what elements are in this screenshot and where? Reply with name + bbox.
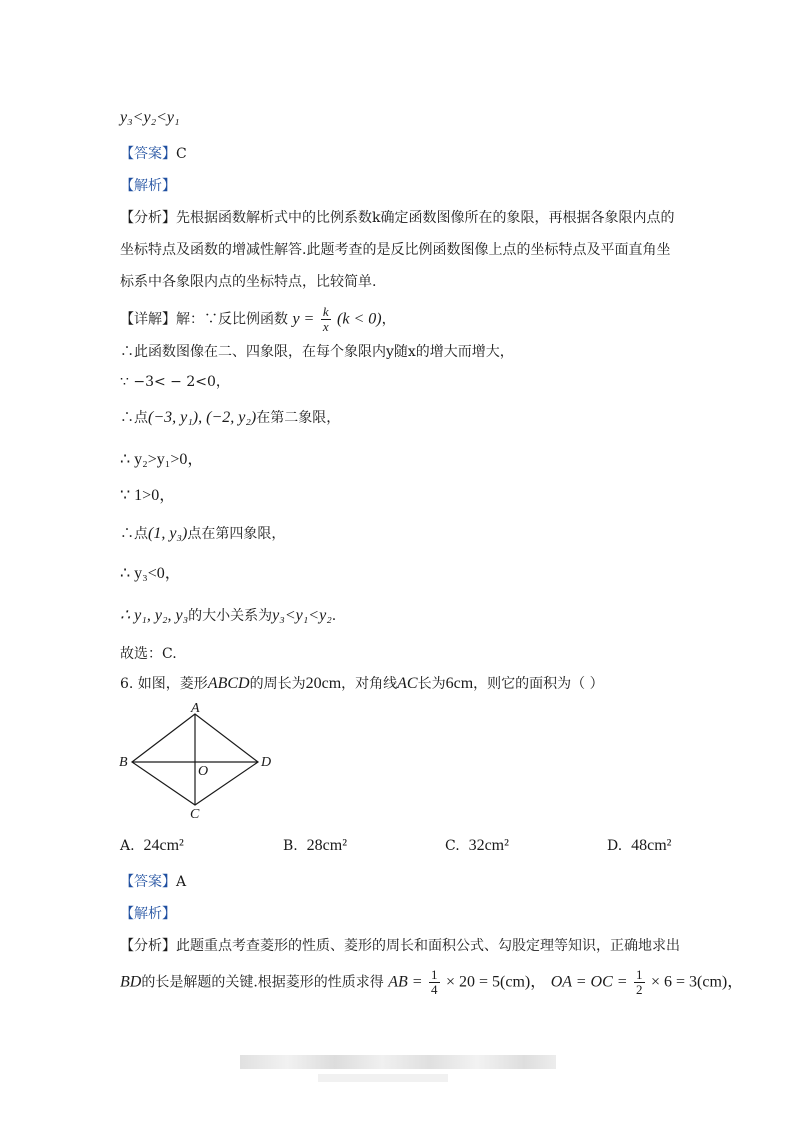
fenxi-line-2a <box>120 936 680 956</box>
step-8-post: . <box>331 608 337 624</box>
q6-mid2: ，对角线 <box>341 676 398 692</box>
step-3 <box>120 408 340 428</box>
answer-line-2 <box>120 872 186 892</box>
step-6 <box>120 524 285 544</box>
step-6-pre: ∴点 <box>120 526 148 542</box>
answer-tag: 【答案】 <box>120 874 176 890</box>
oa-equation: OA = OC = <box>550 973 628 991</box>
fenxi-text: 此题重点考查菱形的性质、菱形的周长和面积公式、勾股定理等知识，正确地求出 <box>176 938 680 954</box>
choice-letter: C. <box>445 838 460 854</box>
q6-ac: AC <box>397 675 418 692</box>
choice-value: 24cm² <box>143 837 184 854</box>
fraction-numerator: 1 <box>636 967 643 982</box>
step-8 <box>120 606 336 626</box>
formula-fraction <box>321 305 331 334</box>
blurred-footer-sub <box>318 1074 448 1082</box>
choice-letter: A. <box>120 838 135 854</box>
xiangjie-tag: 【详解】 <box>120 311 176 328</box>
step-6-post: 点在第四象限， <box>187 526 286 542</box>
answer-value: A <box>176 874 187 890</box>
q6-mid1: 的周长为 <box>249 676 306 692</box>
step-3-math: (−3, y₁), (−2, y₂) <box>148 409 257 426</box>
fraction-numerator: k <box>322 304 329 319</box>
q6-mid3: 长为 <box>417 676 446 692</box>
label-o: O <box>198 764 209 779</box>
xiangjie-line <box>120 305 396 334</box>
q6-pre: 6. 如图，菱形 <box>120 676 208 692</box>
q6-length: 6cm <box>445 675 474 692</box>
choice-value: 28cm² <box>306 837 347 854</box>
formula-y: y = <box>292 310 315 328</box>
blurred-footer <box>240 1055 556 1069</box>
choice-c[interactable] <box>445 836 509 856</box>
question-6 <box>120 674 604 694</box>
q6-abcd: ABCD <box>207 675 250 692</box>
formula-condition: (k < 0) <box>337 310 382 328</box>
step-3-post: 在第二象限， <box>256 410 341 426</box>
choice-a[interactable] <box>120 836 184 856</box>
q6-perimeter: 20cm <box>305 675 342 692</box>
fenxi-line-1b: 坐标特点及函数的增减性解答.此题考查的是反比例函数图像上点的坐标特点及平面直角坐 <box>120 242 671 258</box>
analysis-tag-1: 【解析】 <box>120 178 176 194</box>
step-8-math: y₃<y₁<y₂ <box>272 607 332 624</box>
fenxi-tag: 【分析】 <box>120 938 176 954</box>
fenxi-line-1c: 标系中各象限内点的坐标特点，比较简单. <box>120 274 377 290</box>
fraction-denominator: 2 <box>636 982 643 997</box>
step-6-math: (1, y₃) <box>148 525 188 542</box>
guxuan-line: 故选：C. <box>120 646 177 662</box>
answer-tag: 【答案】 <box>120 146 176 162</box>
analysis-tag-2: 【解析】 <box>120 906 176 922</box>
rhombus-figure <box>115 700 285 825</box>
top-expression: y₃<y₂<y₁ <box>120 109 180 126</box>
step-3-pre: ∴点 <box>120 410 148 426</box>
step-8-pre: ∴ y₁, y₂, y₃ <box>120 607 189 624</box>
choice-letter: D. <box>607 838 623 854</box>
choice-b[interactable] <box>283 836 347 856</box>
choice-letter: B. <box>283 838 298 854</box>
fenxi-tag: 【分析】 <box>120 210 176 226</box>
label-b: B <box>119 755 128 770</box>
step-1: ∴此函数图像在二、四象限，在每个象限内y随x的增大而增大， <box>120 344 514 360</box>
fraction-denominator: x <box>322 319 329 334</box>
bd-label: BD <box>120 973 142 991</box>
oa-result: × 6 = 3(cm)， <box>650 973 744 991</box>
fenxi-line-1a <box>120 208 674 228</box>
ab-result: × 20 = 5(cm)， <box>445 973 547 991</box>
fraction-quarter <box>429 968 440 997</box>
step-4: ∴ y₂>y₁>0， <box>120 451 204 468</box>
step-7: ∴ y₃<0， <box>120 565 181 582</box>
choice-value: 48cm² <box>631 837 672 854</box>
label-a: A <box>191 701 200 716</box>
fraction-denominator: 4 <box>431 982 438 997</box>
step-5: ∵ 1>0， <box>120 487 176 504</box>
xiangjie-text: 解：∵反比例函数 <box>176 311 288 328</box>
fenxi-line-2b <box>120 968 743 997</box>
fraction-numerator: 1 <box>431 967 438 982</box>
answer-value: C <box>176 146 187 162</box>
formula-end: ， <box>381 311 396 328</box>
label-d: D <box>261 755 272 770</box>
ab-equation: AB = <box>388 973 423 991</box>
answer-line-1 <box>120 144 187 164</box>
step-2: ∵ −3< − 2<0， <box>120 374 230 390</box>
choice-value: 32cm² <box>468 837 509 854</box>
fraction-half <box>634 968 645 997</box>
fenxi-text: 先根据函数解析式中的比例系数k确定函数图像所在的象限，再根据各象限内点的 <box>176 210 675 226</box>
label-c: C <box>190 807 200 822</box>
choice-d[interactable] <box>607 836 671 856</box>
fenxi-text-2b: 的长是解题的关键.根据菱形的性质求得 <box>141 974 384 991</box>
q6-post: ，则它的面积为（ ） <box>473 676 604 692</box>
step-8-mid: 的大小关系为 <box>188 608 273 624</box>
